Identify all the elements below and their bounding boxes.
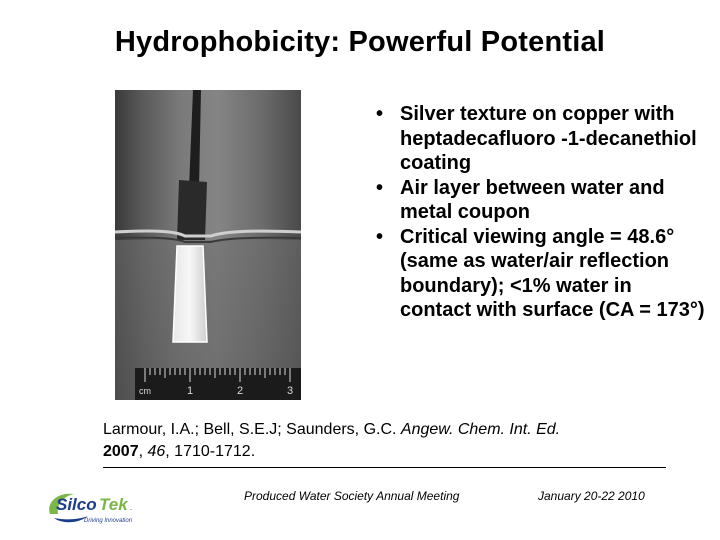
- bullet-item: [376, 225, 706, 323]
- ruler-tick-2: 2: [237, 385, 244, 397]
- bullet-item: [376, 102, 706, 176]
- ruler-unit: cm: [139, 386, 151, 396]
- svg-text:Tek: Tek: [99, 495, 128, 514]
- citation-journal: Angew. Chem. Int. Ed.: [400, 421, 561, 438]
- svg-text:Driving Innovation: Driving Innovation: [84, 518, 133, 524]
- citation-line-1: [103, 419, 693, 441]
- footer-date: January 20-22 2010: [538, 489, 645, 503]
- silcotek-logo: [44, 484, 144, 534]
- bullet-glyph: •: [376, 225, 384, 248]
- bullet-item: [376, 176, 706, 225]
- citation-line-2: 2007, 46, 1710-1712.: [103, 443, 256, 460]
- bullet-text: Critical viewing angle = 48.6° (same as water/air reflection boundary); <1% water in contact with surface (CA = 173°): [400, 225, 705, 321]
- citation-authors: Larmour, I.A.; Bell, S.E.J; Saunders, G.C.: [103, 421, 397, 438]
- footer-meeting: Produced Water Society Annual Meeting: [244, 489, 460, 503]
- footer-divider: [103, 467, 666, 468]
- bullet-list: [376, 102, 706, 323]
- svg-text:Silco: Silco: [56, 495, 97, 514]
- citation-year: 2007: [103, 443, 139, 460]
- experiment-photo: [115, 90, 301, 400]
- bullet-glyph: •: [376, 103, 384, 125]
- ruler-tick-3: 3: [287, 385, 294, 397]
- slide-title: Hydrophobicity: Powerful Potential: [114, 26, 606, 58]
- bullet-text: Air layer between water and metal coupon: [400, 176, 665, 223]
- bullet-text: Silver texture on copper with heptadecafluoro -1-decanethiol coating: [400, 103, 697, 174]
- ruler-tick-1: 1: [187, 385, 194, 397]
- bullet-glyph: •: [376, 176, 384, 199]
- citation-pages: , 1710-1712.: [165, 443, 256, 460]
- citation: [103, 419, 693, 463]
- citation-volume: 46: [147, 443, 166, 460]
- svg-text:.: .: [130, 503, 133, 512]
